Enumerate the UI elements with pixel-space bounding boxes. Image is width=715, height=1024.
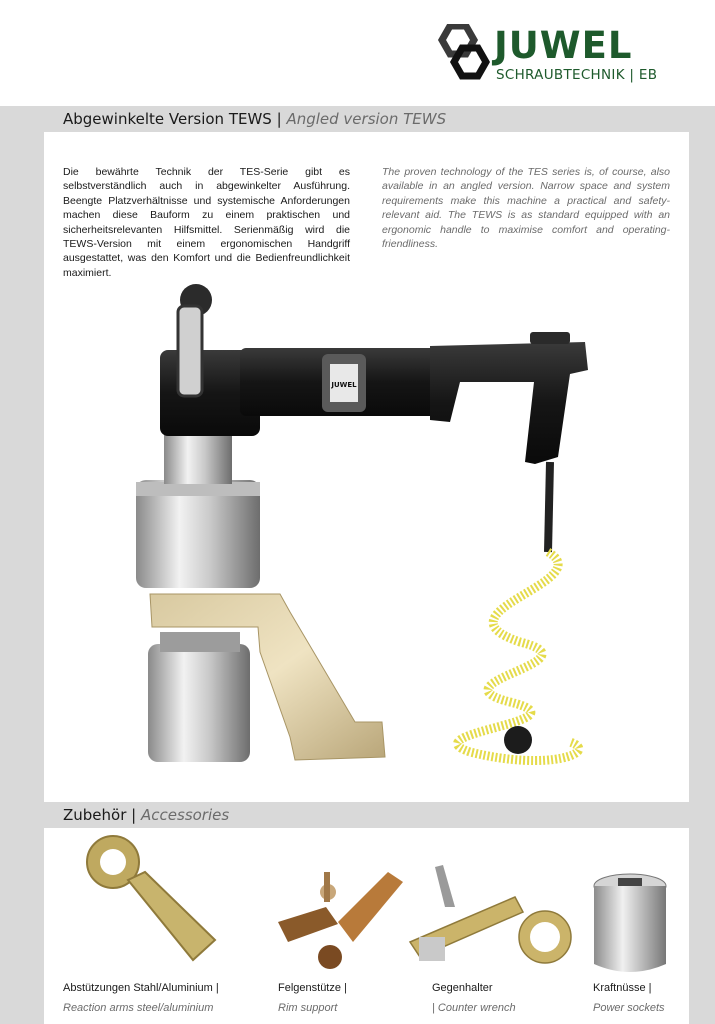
counter-wrench-icon xyxy=(405,857,575,997)
accessories-title-separator: | xyxy=(131,806,137,824)
description-de: Die bewährte Technik der TES-Serie gibt es selbstverständlich auch in abgewinkelter Ausführung. Beengte Platzverhältnisse und systemische Anforderungen machen diese Bauform zu einem praktischen und sicherheitsrelevanten Hilfsmittel. Serienmäßig wird die TEWS-Version mit einem ergonomischen Handgriff ausgestattet, was den Komfort und die Bedienfreundlichkeit maximiert. xyxy=(63,166,350,279)
section-title-separator: | xyxy=(276,110,282,128)
accessory-label-en: Reaction arms steel/aluminium xyxy=(63,1002,214,1014)
accessory-label-en: Rim support xyxy=(278,1002,338,1014)
accessory-label-de: Felgenstütze | xyxy=(278,982,347,994)
rim-support-icon xyxy=(268,852,408,992)
reaction-arm-icon xyxy=(73,832,233,972)
machine-badge-text: JUWEL xyxy=(331,381,357,389)
tews-machine-image xyxy=(130,282,600,787)
accessory-label-en: Power sockets xyxy=(593,1002,665,1014)
brand-logo xyxy=(430,24,680,88)
accessories-title-de: Zubehör xyxy=(63,806,127,824)
description-en: The proven technology of the TES series is, of course, also available in an angled version. Narrow space and system requirements make this machine a practical and safety-relevant aid. The TEWS is as standard equipped with an ergonomic handle to maximise comfort and operating-friendliness. xyxy=(382,166,670,251)
section-title-main xyxy=(63,108,446,130)
accessory-label-de: Gegenhalter xyxy=(432,982,493,994)
accessories-title-en: Accessories xyxy=(141,806,230,824)
accessory-item-rim-support[interactable] xyxy=(268,832,408,1017)
power-socket-icon xyxy=(588,872,678,992)
frame-left xyxy=(0,106,44,1024)
accessory-item-reaction-arms[interactable] xyxy=(63,832,243,1017)
frame-right xyxy=(689,106,715,1024)
brand-name: JUWEL xyxy=(494,24,633,67)
accessory-label-de: Kraftnüsse | xyxy=(593,982,652,994)
section-title-de: Abgewinkelte Version TEWS xyxy=(63,110,272,128)
brand-subtitle: SCHRAUBTECHNIK | EB xyxy=(496,67,658,83)
brand-hex-icon xyxy=(430,24,490,86)
accessory-item-counter-wrench[interactable] xyxy=(405,832,575,1017)
section-title-en: Angled version TEWS xyxy=(286,110,447,128)
accessory-label-en: | Counter wrench xyxy=(432,1002,516,1014)
accessory-label-de: Abstützungen Stahl/Aluminium | xyxy=(63,982,219,994)
accessory-item-power-sockets[interactable] xyxy=(588,832,683,1017)
section-title-accessories xyxy=(63,804,229,826)
